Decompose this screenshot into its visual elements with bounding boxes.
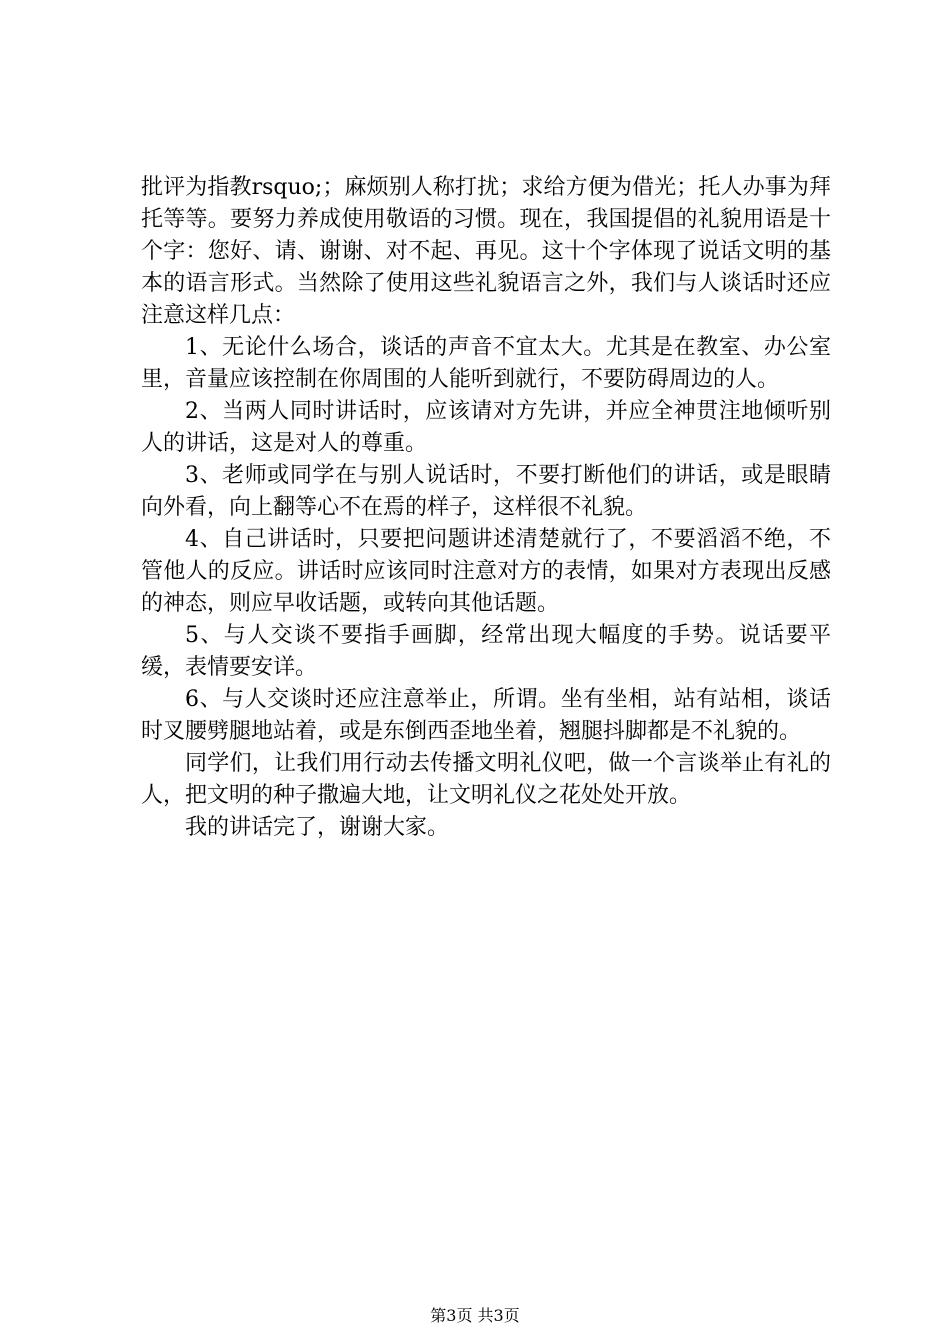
paragraph-point-2: 2、当两人同时讲话时，应该请对方先讲，并应全神贯注地倾听别人的讲话，这是对人的尊重。 xyxy=(141,399,831,456)
paragraph-point-5: 5、与人交谈不要指手画脚，经常出现大幅度的手势。说话要平缓，表情要安详。 xyxy=(141,623,831,680)
paragraph-closing: 同学们，让我们用行动去传播文明礼仪吧，做一个言谈举止有礼的人，把文明的种子撒遍大地，让文明礼仪之花处处开放。 xyxy=(141,751,831,808)
paragraph-point-6: 6、与人交谈时还应注意举止，所谓。坐有坐相，站有站相，谈话时叉腰劈腿地站着，或是东倒西歪地坐着，翘腿抖脚都是不礼貌的。 xyxy=(141,687,831,744)
paragraph-point-3: 3、老师或同学在与别人说话时，不要打断他们的讲话，或是眼睛向外看，向上翻等心不在焉的样子，这样很不礼貌。 xyxy=(141,463,831,520)
paragraph-point-1: 1、无论什么场合，谈话的声音不宜太大。尤其是在教室、办公室里，音量应该控制在你周围的人能听到就行，不要防碍周边的人。 xyxy=(141,335,831,392)
paragraph-continuation: 批评为指教rsquo;；麻烦别人称打扰；求给方便为借光；托人办事为拜托等等。要努力养成使用敬语的习惯。现在，我国提倡的礼貌用语是十个字：您好、请、谢谢、对不起、再见。这十个字体现了说话文明的基本的语言形式。当然除了使用这些礼貌语言之外，我们与人谈话时还应注意这样几点： xyxy=(141,175,831,328)
page-footer xyxy=(0,1306,950,1326)
paragraph-point-4: 4、自己讲话时，只要把问题讲述清楚就行了，不要滔滔不绝，不管他人的反应。讲话时应该同时注意对方的表情，如果对方表现出反感的神态，则应早收话题，或转向其他话题。 xyxy=(141,527,831,616)
document-body xyxy=(141,172,831,844)
page-number: 第3页 共3页 xyxy=(430,1306,520,1325)
paragraph-thanks: 我的讲话完了，谢谢大家。 xyxy=(185,815,450,840)
